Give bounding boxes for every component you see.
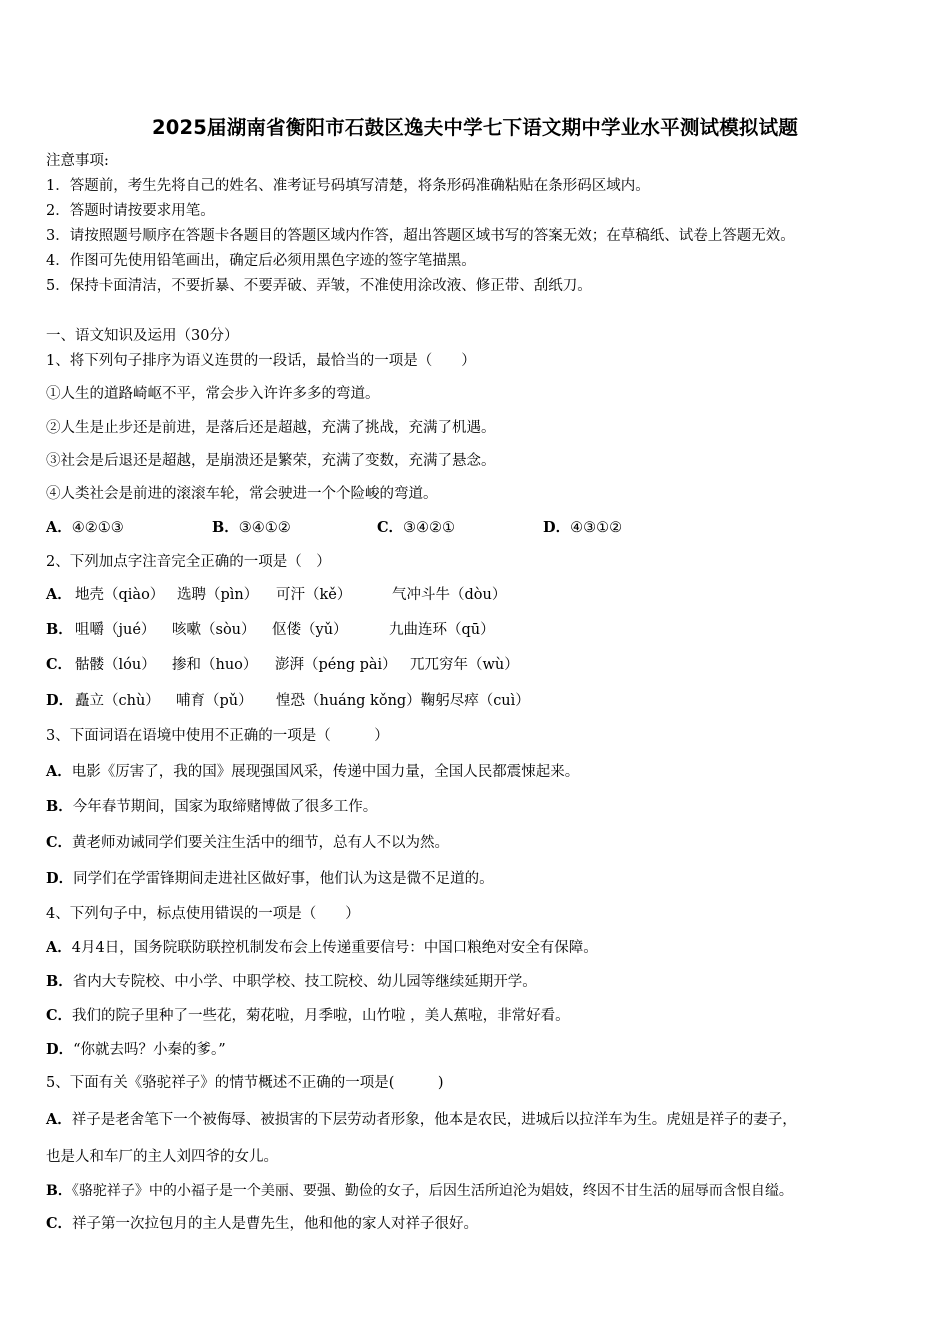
option-text: ④③①② [570,520,623,536]
question-4-stem: 4、下列句子中，标点使用错误的一项是（ ） [46,906,360,922]
option-label: D． [46,870,74,887]
q5-option-b[interactable] [46,1181,793,1201]
option-text: ④②①③ [71,520,124,536]
q1-sentence: ①人生的道路崎岖不平，常会步入许许多多的弯道。 [46,386,380,402]
option-text: 省内大专院校、中小学、中职学校、技工院校、幼儿园等继续延期开学。 [72,974,537,990]
notice-item: 4．作图可先使用铅笔画出，确定后必须用黑色字迹的签字笔描黑。 [46,253,476,269]
option-cell: 可汗（kě） [276,587,352,603]
option-label: C． [46,1007,73,1024]
option-text: 同学们在学雷锋期间走进社区做好事，他们认为这是微不足道的。 [73,871,494,887]
option-cell: 惶恐（huáng kǒng）鞠躬尽瘁（cuì） [276,693,530,709]
option-label: D． [46,692,74,709]
option-label: C． [46,1215,73,1232]
option-text: 黄老师劝诫同学们要关注生活中的细节，总有人不以为然。 [72,835,450,851]
option-text: “你就去吗？小秦的爹。” [73,1042,226,1058]
q1-option-b[interactable] [212,518,291,538]
option-cell: 地壳（qiào） [75,587,165,603]
option-label: B． [212,519,239,536]
option-text: 《骆驼祥子》中的小福子是一个美丽、要强、勤俭的女子，后因生活所迫沦为娼妓，终因不甘生活的屈辱而含恨自缢。 [71,1183,793,1199]
option-label: D． [543,519,571,536]
option-cell: 兀兀穷年（wù） [410,657,519,673]
q3-option-d[interactable] [46,869,494,889]
option-label: A． [46,763,72,780]
option-label: C． [46,834,73,851]
notice-item: 5．保持卡面清洁，不要折暴、不要弄破、弄皱，不准使用涂改液、修正带、刮纸刀。 [46,278,592,294]
option-text: 今年春节期间，国家为取缔赌博做了很多工作。 [72,799,378,815]
option-label: B． [46,1183,72,1199]
option-label: A． [46,586,72,603]
option-label: A． [46,519,72,536]
option-cell: 伛偻（yǔ） [272,622,348,638]
page-title: 2025届湖南省衡阳市石鼓区逸夫中学七下语文期中学业水平测试模拟试题 [151,116,799,139]
notice-item: 3．请按照题号顺序在答题卡各题目的答题区域内作答，超出答题区域书写的答案无效；在草稿纸、试卷上答题无效。 [46,228,795,244]
option-text: 祥子第一次拉包月的主人是曹先生，他和他的家人对祥子很好。 [72,1216,479,1232]
q1-option-c[interactable] [377,518,455,538]
option-text: ③④①② [238,520,291,536]
option-cell: 九曲连环（qū） [389,622,495,638]
option-cell: 骷髅（lóu） [75,657,156,673]
q1-option-a[interactable] [46,518,124,538]
q3-option-a[interactable] [46,762,579,782]
option-cell: 选聘（pìn） [177,587,259,603]
option-text-continued: 也是人和车厂的主人刘四爷的女儿。 [46,1149,278,1165]
option-cell: 咀嚼（jué） [75,622,156,638]
section-heading: 一、语文知识及运用（30分） [46,328,239,344]
option-text: 我们的院子里种了一些花，菊花啦，月季啦，山竹啦 ，美人蕉啦，非常好看。 [72,1008,570,1024]
question-2-stem: 2、下列加点字注音完全正确的一项是（ ） [46,554,331,570]
question-3-stem: 3、下面词语在语境中使用不正确的一项是（ ） [46,728,389,744]
option-label: C． [46,656,73,673]
notice-heading: 注意事项: [46,153,109,169]
question-1-stem: 1、将下列句子排序为语义连贯的一段话，最恰当的一项是（ ） [46,353,476,369]
question-5-stem: 5、下面有关《骆驼祥子》的情节概述不正确的一项是( ) [46,1075,444,1091]
option-label: B． [46,621,73,638]
option-text: 电影《厉害了，我的国》展现强国风采，传递中国力量，全国人民都震悚起来。 [71,764,580,780]
option-cell: 掺和（huo） [172,657,258,673]
q1-sentence: ②人生是止步还是前进，是落后还是超越，充满了挑战，充满了机遇。 [46,420,496,436]
option-cell: 澎湃（péng pài） [275,657,397,673]
notice-item: 2．答题时请按要求用笔。 [46,203,215,219]
option-text: 4月4日，国务院联防联控机制发布会上传递重要信号：中国口粮绝对安全有保障。 [71,940,598,956]
q4-option-c[interactable] [46,1006,570,1026]
option-cell: 矗立（chù） [75,693,160,709]
notice-item: 1．答题前，考生先将自己的姓名、准考证号码填写清楚，将条形码准确粘贴在条形码区域内。 [46,178,650,194]
q3-option-c[interactable] [46,833,449,853]
option-cell: 咳嗽（sòu） [172,622,256,638]
q1-sentence: ③社会是后退还是超越，是崩溃还是繁荣，充满了变数，充满了悬念。 [46,453,496,469]
q4-option-a[interactable] [46,938,598,958]
q4-option-b[interactable] [46,972,537,992]
option-label: A． [46,939,72,956]
q4-option-d[interactable] [46,1040,226,1060]
option-label: C． [377,519,404,536]
option-text: ③④②① [403,520,456,536]
option-label: D． [46,1041,74,1058]
q1-option-d[interactable] [543,518,622,538]
option-label: B． [46,973,73,990]
option-label: B． [46,798,73,815]
q5-option-c[interactable] [46,1214,478,1234]
option-cell: 哺育（pǔ） [176,693,253,709]
option-cell: 气冲斗牛（dòu） [392,587,507,603]
option-label: A． [46,1111,72,1128]
q1-sentence: ④人类社会是前进的滚滚车轮，常会驶进一个个险峻的弯道。 [46,486,438,502]
option-text: 祥子是老舍笔下一个被侮辱、被损害的下层劳动者形象，他本是农民，进城后以拉洋车为生。虎妞是祥子的妻子， [71,1112,797,1128]
q3-option-b[interactable] [46,797,377,817]
